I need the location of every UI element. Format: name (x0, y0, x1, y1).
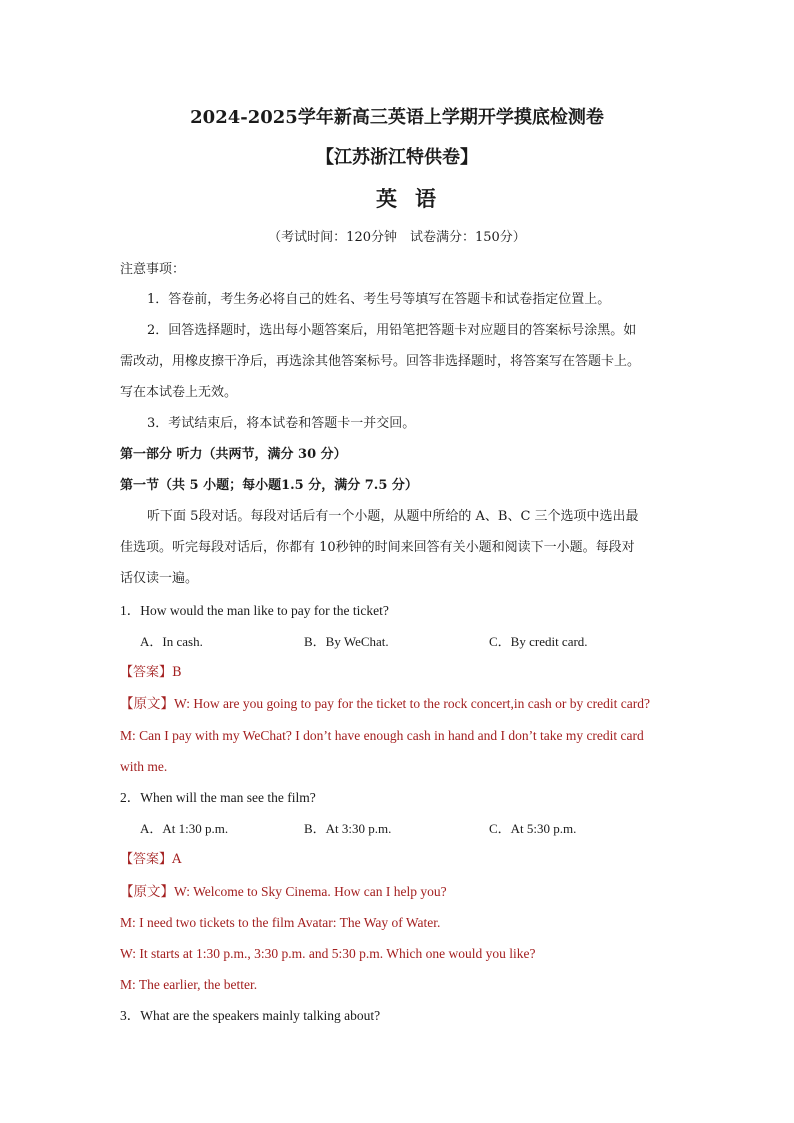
instructions-line-3: 话仅读一遍。 (120, 571, 199, 586)
notice-item-2-line-3: 写在本试卷上无效。 (120, 385, 238, 400)
question-2-option-c: C．At 5:30 p.m. (489, 821, 577, 836)
question-2-transcript-line-2: M: I need two tickets to the film Avatar: The Way of Water. (120, 915, 441, 930)
question-2-stem: 2．When will the man see the film? (120, 790, 316, 805)
part1-heading: 第一部分 听力（共两节，满分 30 分） (120, 447, 347, 462)
notice-item-3: 3．考试结束后，将本试卷和答题卡一并交回。 (147, 416, 416, 431)
question-1-option-b: B．By WeChat. (304, 634, 389, 649)
question-1-transcript-line-2: M: Can I pay with my WeChat? I don’t have enough cash in hand and I don’t take my credit card (120, 728, 644, 743)
instructions-line-1: 听下面 5段对话。每段对话后有一个小题，从题中所给的 A、B、C 三个选项中选出最 (147, 509, 639, 524)
question-1-transcript-line-1: 【原文】W: How are you going to pay for the ticket to the rock concert,in cash or by credit card? (120, 696, 650, 711)
notice-heading: 注意事项： (120, 262, 186, 277)
question-2-transcript-line-3: W: It starts at 1:30 p.m., 3:30 p.m. and 5:30 p.m. Which one would you like? (120, 946, 536, 961)
notice-item-2-line-2: 需改动，用橡皮擦干净后，再选涂其他答案标号。回答非选择题时，将答案写在答题卡上。 (120, 354, 641, 369)
subject-title: 英语 (376, 186, 454, 211)
question-1-stem: 1．How would the man like to pay for the ticket? (120, 603, 389, 618)
question-1-transcript-line-3: with me. (120, 759, 168, 774)
exam-subtitle: 【江苏浙江特供卷】 (316, 147, 478, 168)
exam-title: 2024-2025学年新高三英语上学期开学摸底检测卷 (190, 107, 604, 128)
instructions-line-2: 佳选项。听完每段对话后，你都有 10秒钟的时间来回答有关小题和阅读下一小题。每段对 (120, 540, 635, 555)
question-1-option-c: C．By credit card. (489, 634, 588, 649)
notice-item-1: 1．答卷前，考生务必将自己的姓名、考生号等填写在答题卡和试卷指定位置上。 (147, 292, 611, 307)
exam-info: （考试时间：120分钟 试卷满分：150分） (268, 230, 526, 245)
question-2-option-b: B．At 3:30 p.m. (304, 821, 392, 836)
question-3-stem: 3．What are the speakers mainly talking about? (120, 1008, 381, 1023)
question-1-option-a: A．In cash. (140, 634, 203, 649)
section1-heading: 第一节（共 5 小题；每小题1.5 分，满分 7.5 分） (120, 478, 418, 493)
question-2-option-a: A．At 1:30 p.m. (140, 821, 229, 836)
question-2-transcript-line-4: M: The earlier, the better. (120, 977, 258, 992)
notice-item-2-line-1: 2．回答选择题时，选出每小题答案后，用铅笔把答题卡对应题目的答案标号涂黑。如 (147, 323, 637, 338)
question-1-answer: 【答案】B (120, 665, 182, 680)
question-2-answer: 【答案】A (120, 852, 182, 867)
question-2-transcript-line-1: 【原文】W: Welcome to Sky Cinema. How can I help you? (120, 884, 447, 899)
